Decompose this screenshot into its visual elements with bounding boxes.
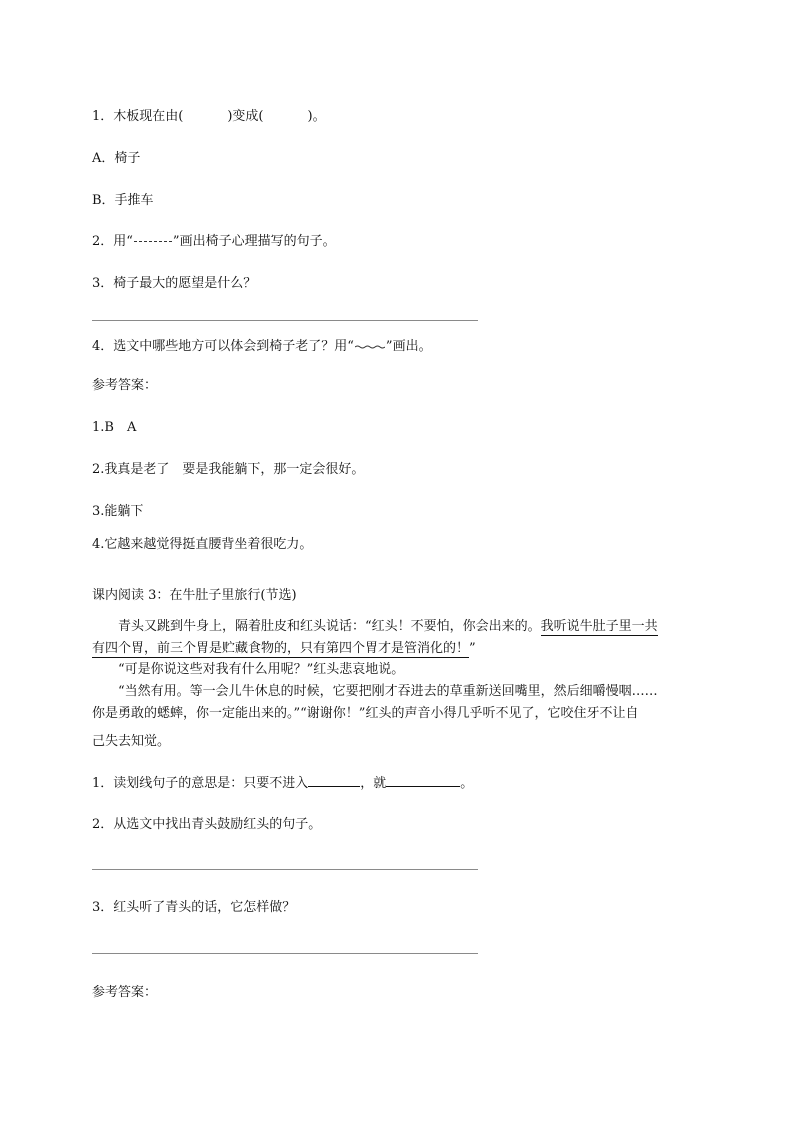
answer-4: 4.它越来越觉得挺直腰背坐着很吃力。: [92, 537, 313, 552]
question-1: [92, 108, 326, 126]
answer-line: [92, 320, 478, 321]
reading-answer-heading: 参考答案：: [92, 985, 158, 1000]
wavy-line-icon: [355, 345, 385, 349]
question-4-suffix: ”画出。: [385, 339, 432, 354]
answer-1: 1.B A: [92, 420, 137, 435]
reading-question-1-prefix: 1．读划线句子的意思是：只要不进入: [92, 776, 309, 791]
passage-text: ”: [469, 641, 476, 656]
answer-line: [92, 953, 478, 954]
question-2: [92, 233, 336, 251]
question-1-prefix: 1．木板现在由(: [92, 109, 184, 124]
reading-question-1-mid: ，就: [360, 776, 387, 791]
answer-line: [92, 869, 478, 870]
underlined-sentence: 有四个胃，前三个胃是贮藏食物的，只有第四个胃才是管消化的！: [92, 641, 470, 656]
answer-3: 3.能躺下: [92, 504, 144, 519]
passage-line: [92, 640, 476, 658]
question-2-prefix: 2．用“: [92, 234, 133, 249]
passage-line: “可是你说这些对我有什么用呢？”红头悲哀地说。: [118, 662, 405, 677]
answer-heading: 参考答案：: [92, 378, 158, 393]
fill-blank: [308, 774, 360, 787]
passage-line: “当然有用。等一会儿牛休息的时候，它要把刚才吞进去的草重新送回嘴里，然后细嚼慢咽……: [118, 684, 658, 699]
passage-text: 青头又跳到牛身上，隔着肚皮和红头说话：“红头！不要怕，你会出来的。: [118, 619, 541, 634]
option-b: B．手推车: [92, 193, 154, 208]
question-3: 3．椅子最大的愿望是什么？: [92, 276, 257, 291]
passage-line: [92, 618, 658, 636]
reading-question-3: 3．红头听了青头的话，它怎样做？: [92, 900, 296, 915]
question-2-suffix: ”画出椅子心理描写的句子。: [172, 234, 336, 249]
passage-line: 己失去知觉。: [92, 734, 171, 749]
dashed-line-icon: [134, 241, 172, 242]
reading-question-1: [92, 774, 473, 793]
reading-question-1-suffix: 。: [460, 776, 474, 791]
fill-blank: [386, 774, 460, 787]
option-a: A．椅子: [92, 151, 141, 166]
underlined-sentence: 我听说牛肚子里一共: [540, 619, 658, 634]
reading-question-2: 2．从选文中找出青头鼓励红头的句子。: [92, 817, 322, 832]
answer-2: 2.我真是老了 要是我能躺下，那一定会很好。: [92, 462, 365, 477]
question-1-mid: )变成(: [227, 109, 264, 124]
question-4: [92, 338, 432, 356]
question-1-suffix: )。: [307, 109, 326, 124]
passage-line: 你是勇敢的蟋蟀，你一定能出来的。”“谢谢你！”红头的声音小得几乎听不见了，它咬住牙不让自: [92, 706, 639, 721]
reading-title: 课内阅读 3：在牛肚子里旅行(节选): [92, 588, 297, 603]
question-4-prefix: 4．选文中哪些地方可以体会到椅子老了？用“: [92, 339, 354, 354]
